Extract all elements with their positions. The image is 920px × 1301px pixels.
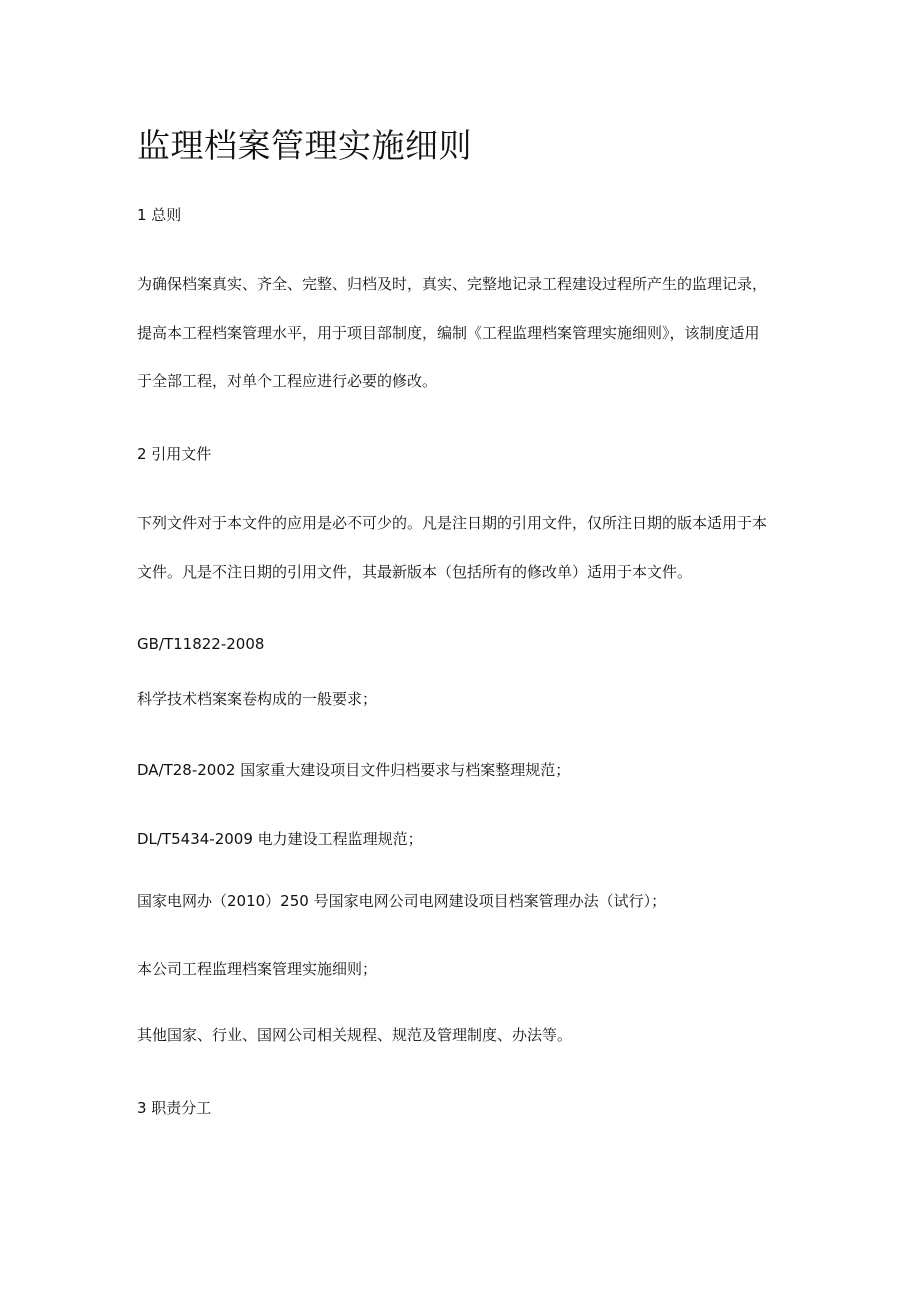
general-paragraph-line-3: 于全部工程，对单个工程应进行必要的修改。 (137, 372, 438, 390)
general-paragraph-line-1: 为确保档案真实、齐全、完整、归档及时，真实、完整地记录工程建设过程所产生的监理记录， (137, 275, 768, 293)
references-paragraph-line-1: 下列文件对于本文件的应用是必不可少的。凡是注日期的引用文件，仅所注日期的版本适用于本 (137, 514, 768, 532)
reference-item: DA/T28-2002 国家重大建设项目文件归档要求与档案整理规范； (137, 761, 571, 779)
section-heading-general: 1 总则 (137, 206, 182, 224)
reference-item: 本公司工程监理档案管理实施细则； (137, 960, 378, 978)
general-paragraph-line-2: 提高本工程档案管理水平，用于项目部制度，编制《工程监理档案管理实施细则》，该制度适用 (137, 324, 760, 342)
reference-item: 国家电网办（2010）250 号国家电网公司电网建设项目档案管理办法（试行）； (137, 892, 667, 910)
reference-item: 其他国家、行业、国网公司相关规程、规范及管理制度、办法等。 (137, 1026, 573, 1044)
section-heading-responsibilities: 3 职责分工 (137, 1099, 212, 1117)
section-heading-references: 2 引用文件 (137, 445, 212, 463)
reference-item: 科学技术档案案卷构成的一般要求； (137, 690, 378, 708)
document-title: 监理档案管理实施细则 (137, 126, 472, 165)
reference-item: GB/T11822-2008 (137, 635, 265, 653)
references-paragraph-line-2: 文件。凡是不注日期的引用文件，其最新版本（包括所有的修改单）适用于本文件。 (137, 563, 693, 581)
reference-item: DL/T5434-2009 电力建设工程监理规范； (137, 830, 423, 848)
